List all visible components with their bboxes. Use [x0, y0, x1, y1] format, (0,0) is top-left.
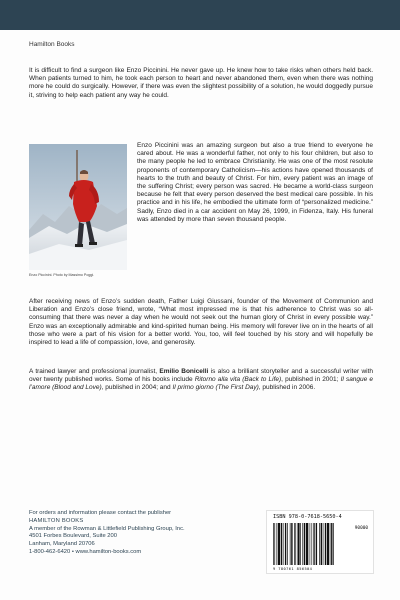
paragraph-giussani-quote: After receiving news of Enzo’s sudden death, Father Luigi Giussani, founder of the Movement of Communion and Liberation and Enzo’s close friend, wrote, “What most impressed me is that his adherence to Christ was so all-consuming that there was never a day when he would not seek out the human glory of Christ in every possible way.” Enzo was an exceptionally admirable and kind-spirited human being. His memory will forever live on in the hearts of all those who were a part of his vision for a better world. You, too, will feel touched by his story and will hopefully be inspired to lead a life of compassion, love, and generosity.: [29, 298, 373, 347]
order-publisher-line: HAMILTON BOOKS: [29, 517, 84, 524]
barcode-bar: [290, 523, 291, 565]
barcode-bar: [300, 523, 301, 565]
portrait-photo: [29, 144, 127, 270]
barcode-bar: [309, 523, 310, 565]
barcode-bar: [331, 523, 332, 565]
author-bio-text: , published in 2004; and: [101, 384, 173, 392]
barcode-bar: [330, 523, 331, 565]
barcode-bar: [333, 523, 334, 565]
barcode-bar: [287, 523, 288, 565]
barcode-bar: [327, 523, 329, 565]
order-city-line: Lanham, Maryland 20706: [29, 541, 95, 548]
barcode-bar: [306, 523, 308, 565]
barcode-bar: [285, 523, 286, 565]
author-bio-text: is also a brilliant storyteller and a successful writer with over twenty published works. Some of his books include: [29, 368, 374, 384]
book-title: Il sangue e l’amore (Blood and Love): [29, 376, 373, 392]
barcode-bar: [298, 523, 300, 565]
barcode-bar: [278, 523, 280, 565]
order-member-line: A member of the Rowman & Littlefield Publishing Group, Inc.: [29, 525, 185, 532]
order-information: [29, 510, 185, 557]
barcode-bar: [277, 523, 278, 565]
photo-mountain-climber: [29, 144, 127, 270]
publisher-name: Hamilton Books: [29, 41, 75, 48]
barcode-bar: [323, 523, 324, 565]
price-code: 90000: [354, 526, 368, 531]
barcode-bar: [302, 523, 303, 565]
barcode-bar: [291, 523, 292, 565]
author-bio-text: A trained lawyer and professional journalist,: [29, 368, 160, 375]
barcode-bar: [281, 523, 282, 565]
paragraph-biography: Enzo Piccinini was an amazing surgeon but also a true friend to everyone he cared about. He was a wonderful father, not only to his four children, but also to the many people he led to embrace Christianity. He was one of the most resolute proponents of contemporary Catholicism—his actions have opened thousands of hearts to the truth and beauty of Christ. For him, every patient was an image of the suffering Christ; every person was sacred. He became a world-class surgeon because he felt that every person deserved the best medical care possible. In his practice and in his life, he embodied the ultimate form of “personalized medicine.” Sadly, Enzo died in a car accident on May 26, 1999, in Fidenza, Italy. His funeral was attended by more than seven thousand people.: [137, 142, 373, 223]
barcode-bar: [319, 523, 320, 565]
author-name: Emilio Bonicelli: [159, 368, 209, 375]
barcode-panel: [266, 510, 374, 574]
barcode-bar: [304, 523, 305, 565]
barcode-bar: [295, 523, 296, 565]
author-bio-text: , published in 2006.: [258, 384, 316, 392]
barcode-bar: [313, 523, 314, 565]
book-title: Il primo giorno (The First Day): [172, 384, 259, 392]
barcode-bar: [321, 523, 322, 565]
barcode-bar: [316, 523, 317, 565]
barcode-number: 9 780761 856504: [273, 567, 313, 571]
ean-barcode-icon: [273, 523, 345, 567]
top-color-band: [0, 0, 400, 30]
photo-caption: Enzo Piccinini. Photo by Massimo Poggi.: [29, 273, 95, 277]
barcode-bar: [294, 523, 295, 565]
barcode-bar: [311, 523, 312, 565]
order-address-line: 4501 Forbes Boulevard, Suite 200: [29, 533, 117, 540]
barcode-bar: [325, 523, 326, 565]
isbn-label: ISBN 978-0-7618-5650-4: [273, 514, 342, 520]
book-title: Ritorno alla vita (Back to Life): [194, 376, 282, 384]
barcode-bar: [273, 523, 274, 565]
order-phone-web-line: 1-800-462-6420 • www.hamilton-books.com: [29, 548, 142, 555]
barcode-bar: [283, 523, 284, 565]
barcode-bar: [274, 523, 275, 565]
barcode-bar: [314, 523, 315, 565]
author-bio-text: , published in 2001;: [281, 376, 341, 384]
paragraph-author-bio: [29, 368, 373, 393]
paragraph-intro: It is difficult to find a surgeon like Enzo Piccinini. He never gave up. He knew how to take risks when others held back. When patients turned to him, he took each person to heart and never abandoned them, even when there was nothing more he could do surgically. However, if there was even the slightest possibility of a solution, he would doggedly pursue it, striving to help each patient any way he could.: [29, 67, 373, 99]
order-contact-line: For orders and information please contact the publisher: [29, 510, 172, 516]
